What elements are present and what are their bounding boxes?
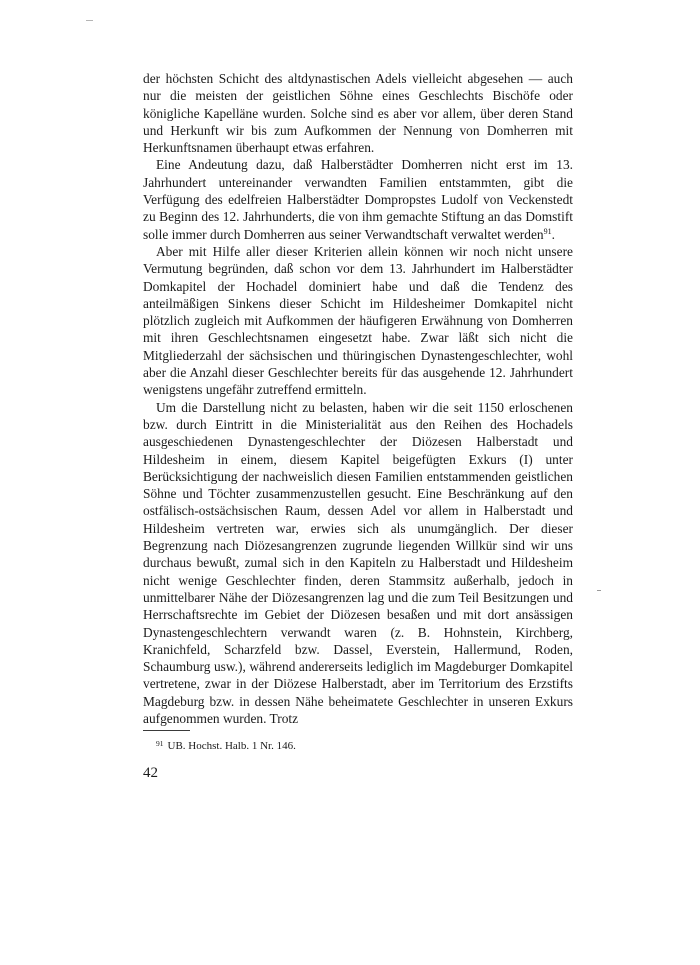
footnote-reference[interactable]: 91 bbox=[543, 226, 552, 236]
scan-corner-mark bbox=[86, 20, 93, 21]
paragraph-1-text: der höchsten Schicht des altdynastischen Adels vielleicht abgesehen — auch nur die meisten der geistlichen Söhne eines Geschlechts Bischöfe oder königliche Kapelläne wurden. Solche sind es aber vor allem, über deren Stand und Herkunft wir bis zum Aufkommen der Nennung von Domherren mit Herkunftsnamen überhaupt etwas erfahren. bbox=[143, 71, 573, 156]
body-text bbox=[143, 70, 573, 727]
paragraph-1 bbox=[143, 70, 573, 156]
scan-margin-mark bbox=[597, 590, 601, 591]
paragraph-2-text: Eine Andeutung dazu, daß Halberstädter Domherren nicht erst im 13. Jahrhundert untereinander verwandten Familien entstammten, gibt die Verfügung des edelfreien Halberstädter Dompropstes Ludolf von Veckenstedt zu Beginn des 12. Jahrhunderts, die von ihm gemachte Stiftung an das Domstift solle immer durch Domherren aus seiner Verwandtschaft verwaltet werden bbox=[143, 157, 573, 242]
footnote-divider bbox=[143, 730, 190, 731]
paragraph-3 bbox=[143, 243, 573, 399]
footnote-number: 91 bbox=[156, 739, 164, 748]
footnote-text: UB. Hochst. Halb. 1 Nr. 146. bbox=[167, 740, 296, 752]
page-number: 42 bbox=[143, 765, 158, 781]
paragraph-4 bbox=[143, 399, 573, 728]
footnote bbox=[156, 737, 296, 753]
paragraph-2-end: . bbox=[551, 226, 555, 242]
paragraph-2 bbox=[143, 156, 573, 242]
paragraph-4-text: Um die Darstellung nicht zu belasten, haben wir die seit 1150 erloschenen bzw. durch Eintritt in die Ministerialität aus den Reihen des Hochadels ausgeschiedenen Dynastengeschlechter der Diözesen Halberstadt und Hildesheim in einem, diesem Kapitel beigefügten Exkurs (I) unter Berücksichtigung der nachweislich diesen Familien entstammenden geistlichen Söhne und Töchter zusammenzustellen gesucht. Eine Beschränkung auf den ostfälisch-ostsächsischen Raum, dessen Adel vor allem in Halberstadt und Hildesheim vertreten war, erwies sich als unumgänglich. Der dieser Begrenzung nach Diözesangrenzen zugrunde liegenden Willkür sind wir uns durchaus bewußt, zumal sich in den Kapiteln zu Halberstadt und Hildesheim nicht wenige Geschlechter finden, deren Stammsitz außerhalb, jedoch in unmittelbarer Nähe der Diözesangrenzen lag und die zum Teil Besitzungen und Herrschaftsrechte im Gebiet der Diözesen besaßen und mit dort ansässigen Dynastengeschlechtern verwandt waren (z. B. Hohnstein, Kirchberg, Kranichfeld, Scharzfeld bzw. Dassel, Everstein, Hallermund, Roden, Schaumburg usw.), während andererseits lediglich im Magdeburger Domkapitel vertretene, zwar in der Diözese Halberstadt, aber im Territorium des Erzstifts Magdeburg bzw. in dessen Nähe beheimatete Geschlechter in unseren Exkurs aufgenommen wurden. Trotz bbox=[143, 399, 573, 726]
paragraph-3-text: Aber mit Hilfe aller dieser Kriterien allein können wir noch nicht unsere Vermutung begründen, daß schon vor dem 13. Jahrhundert im Halberstädter Domkapitel der Hochadel dominiert habe und daß die Tendenz des anteilmäßigen Sinkens dieser Schicht im Hildesheimer Domkapitel nicht plötzlich zugleich mit Aufkommen der häufigeren Erwähnung von Domherren mit ihren Geschlechtsnamen eingesetzt habe. Zwar läßt sich nicht die Mitgliederzahl der sächsischen und thüringischen Dynastengeschlechter, wohl aber die Anzahl dieser Geschlechter bereits für das ausgehende 12. Jahrhundert wenigstens ungefähr zutreffend ermitteln. bbox=[143, 243, 573, 398]
